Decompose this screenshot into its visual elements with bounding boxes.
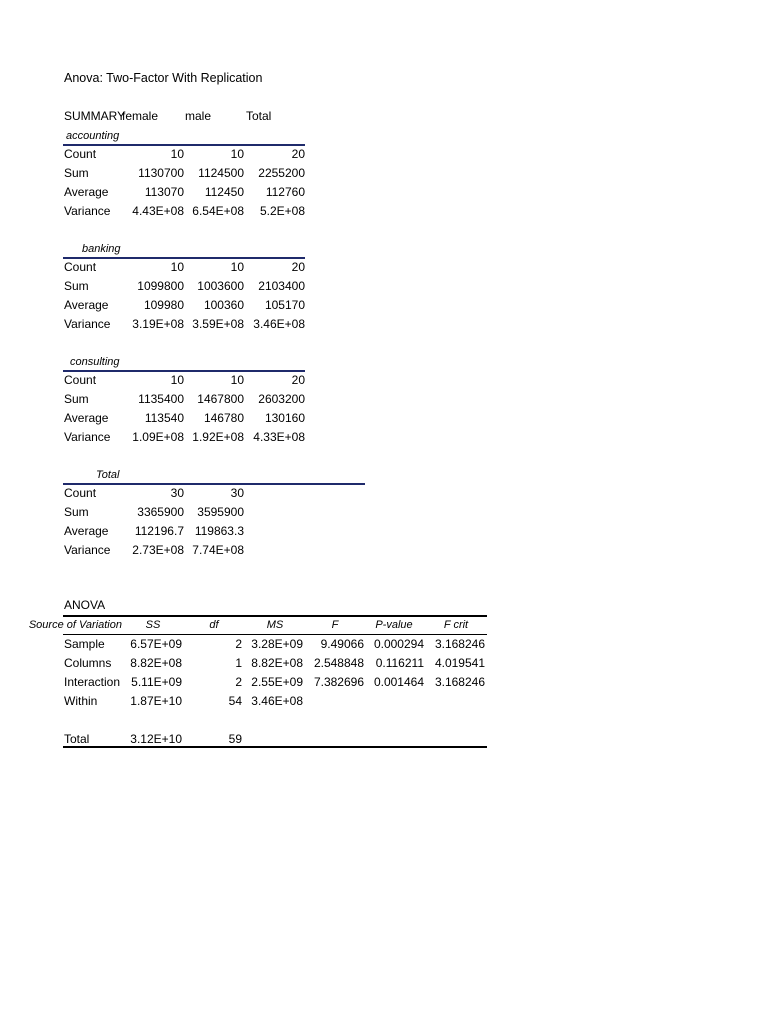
- summary-row-label: Variance: [64, 317, 111, 331]
- anova-col-header: F: [331, 619, 339, 631]
- group-label: accounting: [66, 130, 120, 142]
- summary-cell: 20: [291, 373, 305, 387]
- summary-row-label: Sum: [64, 279, 89, 293]
- summary-cell: 4.43E+08: [132, 204, 184, 218]
- anova-header-rule: [63, 634, 487, 635]
- summary-row-label: Variance: [64, 430, 111, 444]
- anova-cell: 3.28E+09: [251, 637, 303, 651]
- summary-cell: 3.59E+08: [192, 317, 244, 331]
- summary-cell: 20: [291, 147, 305, 161]
- anova-header-clip: [28, 617, 124, 633]
- anova-row-label: Interaction: [64, 675, 121, 689]
- summary-row-label: Count: [64, 373, 97, 387]
- anova-cell: 4.019541: [434, 656, 485, 670]
- summary-label: SUMMARY: [64, 109, 126, 123]
- anova-col-header: df: [209, 619, 219, 631]
- group-label: consulting: [70, 356, 120, 368]
- anova-cell: 5.11E+09: [131, 675, 182, 689]
- summary-cell: 2603200: [258, 392, 305, 406]
- anova-cell: 8.82E+08: [130, 656, 182, 670]
- anova-col-header: MS: [266, 619, 284, 631]
- summary-cell: 3365900: [137, 505, 184, 519]
- anova-cell: 7.382696: [313, 675, 364, 689]
- summary-row-label: Average: [64, 298, 109, 312]
- anova-cell: 6.57E+09: [130, 637, 182, 651]
- anova-cell: 3.168246: [434, 637, 485, 651]
- anova-cell: 3.46E+08: [251, 694, 303, 708]
- anova-cell: 2: [235, 637, 242, 651]
- anova-cell: 59: [228, 732, 242, 746]
- anova-bottom-rule: [63, 746, 487, 748]
- summary-cell: 112450: [204, 185, 244, 199]
- summary-row-label: Sum: [64, 505, 89, 519]
- summary-cell: 113540: [144, 411, 184, 425]
- summary-cell: 1003600: [197, 279, 244, 293]
- summary-cell: 1467800: [197, 392, 244, 406]
- page-title: Anova: Two-Factor With Replication: [64, 71, 263, 85]
- anova-row-label: Within: [64, 694, 98, 708]
- summary-cell: 20: [291, 260, 305, 274]
- summary-row-label: Average: [64, 524, 109, 538]
- summary-cell: 2103400: [258, 279, 305, 293]
- summary-col-header: male: [185, 109, 212, 123]
- summary-cell: 130160: [264, 411, 305, 425]
- anova-row-label: Total: [64, 732, 90, 746]
- summary-cell: 113070: [144, 185, 184, 199]
- anova-cell: 1: [235, 656, 242, 670]
- summary-cell: 10: [170, 260, 184, 274]
- summary-cell: 30: [230, 486, 244, 500]
- anova-cell: 0.000294: [373, 637, 424, 651]
- summary-cell: 10: [170, 147, 184, 161]
- summary-col-header: Total: [246, 109, 272, 123]
- summary-row-label: Sum: [64, 392, 89, 406]
- summary-cell: 3.19E+08: [132, 317, 184, 331]
- group-label: banking: [82, 243, 121, 255]
- summary-cell: 10: [170, 373, 184, 387]
- summary-row-label: Average: [64, 185, 109, 199]
- summary-row-label: Variance: [64, 204, 111, 218]
- summary-cell: 3595900: [197, 505, 244, 519]
- summary-row-label: Sum: [64, 166, 89, 180]
- anova-col-header: F crit: [443, 619, 469, 631]
- anova-cell: 2.55E+09: [251, 675, 303, 689]
- anova-cell: 2.548848: [313, 656, 364, 670]
- summary-cell: 109980: [143, 298, 184, 312]
- anova-col-header: SS: [145, 619, 161, 631]
- anova-col-header: Source of Variation: [28, 619, 122, 631]
- anova-row-label: Sample: [64, 637, 105, 651]
- summary-cell: 112760: [265, 185, 305, 199]
- anova-cell: 54: [228, 694, 242, 708]
- summary-cell: 1130700: [138, 166, 184, 180]
- summary-cell: 1124500: [198, 166, 244, 180]
- summary-cell: 2255200: [258, 166, 305, 180]
- summary-cell: 1.92E+08: [192, 430, 244, 444]
- summary-cell: 146780: [203, 411, 244, 425]
- anova-col-header: P-value: [375, 619, 413, 631]
- summary-cell: 3.46E+08: [253, 317, 305, 331]
- anova-cell: 3.168246: [434, 675, 485, 689]
- summary-cell: 5.2E+08: [259, 204, 305, 218]
- summary-cell: 1135400: [138, 392, 184, 406]
- summary-cell: 10: [230, 147, 244, 161]
- anova-cell: 0.001464: [373, 675, 424, 689]
- summary-cell: 1.09E+08: [132, 430, 184, 444]
- summary-cell: 1099800: [137, 279, 184, 293]
- summary-col-header: female: [122, 109, 159, 123]
- summary-row-label: Variance: [64, 543, 111, 557]
- summary-cell: 10: [230, 373, 244, 387]
- summary-cell: 112196.7: [134, 524, 184, 538]
- anova-cell: 1.87E+10: [130, 694, 182, 708]
- anova-cell: 9.49066: [320, 637, 364, 651]
- anova-label: ANOVA: [64, 598, 106, 612]
- anova-cell: 3.12E+10: [130, 732, 182, 746]
- summary-row-label: Average: [64, 411, 109, 425]
- summary-cell: 2.73E+08: [132, 543, 184, 557]
- summary-cell: 4.33E+08: [253, 430, 305, 444]
- anova-row-label: Columns: [64, 656, 112, 670]
- summary-row-label: Count: [64, 486, 97, 500]
- group-label: Total: [96, 469, 120, 481]
- summary-row-label: Count: [64, 147, 97, 161]
- summary-cell: 30: [170, 486, 184, 500]
- summary-cell: 105170: [264, 298, 305, 312]
- anova-cell: 0.116211: [375, 656, 424, 670]
- anova-cell: 2: [235, 675, 242, 689]
- summary-row-label: Count: [64, 260, 97, 274]
- anova-cell: 8.82E+08: [251, 656, 303, 670]
- summary-cell: 7.74E+08: [192, 543, 244, 557]
- summary-cell: 119863.3: [194, 524, 244, 538]
- summary-cell: 10: [230, 260, 244, 274]
- summary-cell: 6.54E+08: [192, 204, 244, 218]
- summary-cell: 100360: [203, 298, 244, 312]
